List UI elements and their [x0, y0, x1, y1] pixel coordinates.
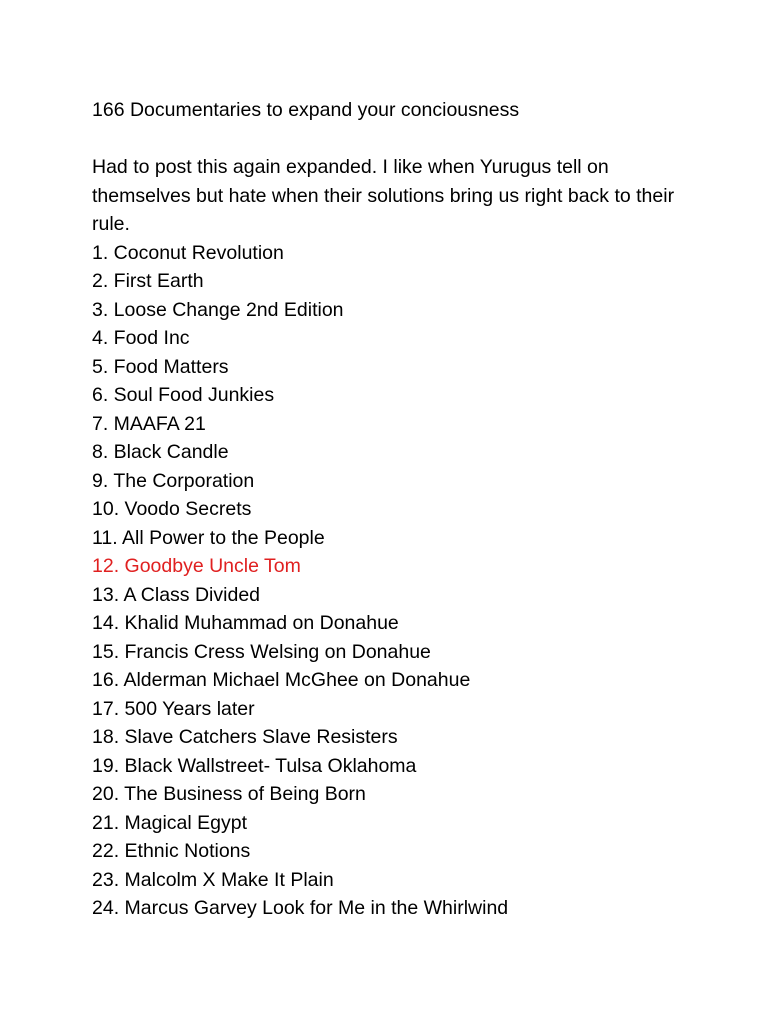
list-item: 21. Magical Egypt: [92, 811, 248, 834]
list-item: 16. Alderman Michael McGhee on Donahue: [92, 669, 471, 691]
intro-paragraph: Had to post this again expanded. I like when Yurugus tell on themselves but hate when their solutions bring us right back to their rule.: [92, 156, 675, 235]
list-item: 14. Khalid Muhammad on Donahue: [92, 612, 399, 634]
list-item: 22. Ethnic Notions: [92, 840, 251, 862]
list-item: 13. A Class Divided: [92, 583, 261, 606]
list-item: 4. Food Inc: [92, 327, 190, 349]
document-page: [92, 96, 692, 923]
list-item: 11. All Power to the People: [92, 526, 325, 549]
list-item: 3. Loose Change 2nd Edition: [92, 298, 344, 321]
list-item-highlighted: 12. Goodbye Uncle Tom: [92, 555, 301, 577]
list-item: 19. Black Wallstreet- Tulsa Oklahoma: [92, 754, 417, 777]
list-item: 20. The Business of Being Born: [92, 783, 366, 805]
list-item: 17. 500 Years later: [92, 697, 255, 720]
list-item: 24. Marcus Garvey Look for Me in the Whirlwind: [92, 897, 509, 919]
list-item: 6. Soul Food Junkies: [92, 384, 275, 406]
list-item: 7. MAAFA 21: [92, 412, 206, 435]
document-title: 166 Documentaries to expand your conciousness: [92, 99, 520, 121]
list-item: 15. Francis Cress Welsing on Donahue: [92, 640, 431, 663]
list-item: 10. Voodo Secrets: [92, 498, 252, 520]
list-item: 8. Black Candle: [92, 441, 229, 463]
list-item: 2. First Earth: [92, 270, 204, 292]
list-item: 1. Coconut Revolution: [92, 241, 284, 264]
blank-line: [92, 125, 692, 154]
list-item: 18. Slave Catchers Slave Resisters: [92, 726, 398, 748]
list-item: 23. Malcolm X Make It Plain: [92, 868, 334, 891]
list-item: 5. Food Matters: [92, 355, 229, 378]
documentary-list: [92, 239, 692, 923]
list-item: 9. The Corporation: [92, 469, 255, 492]
